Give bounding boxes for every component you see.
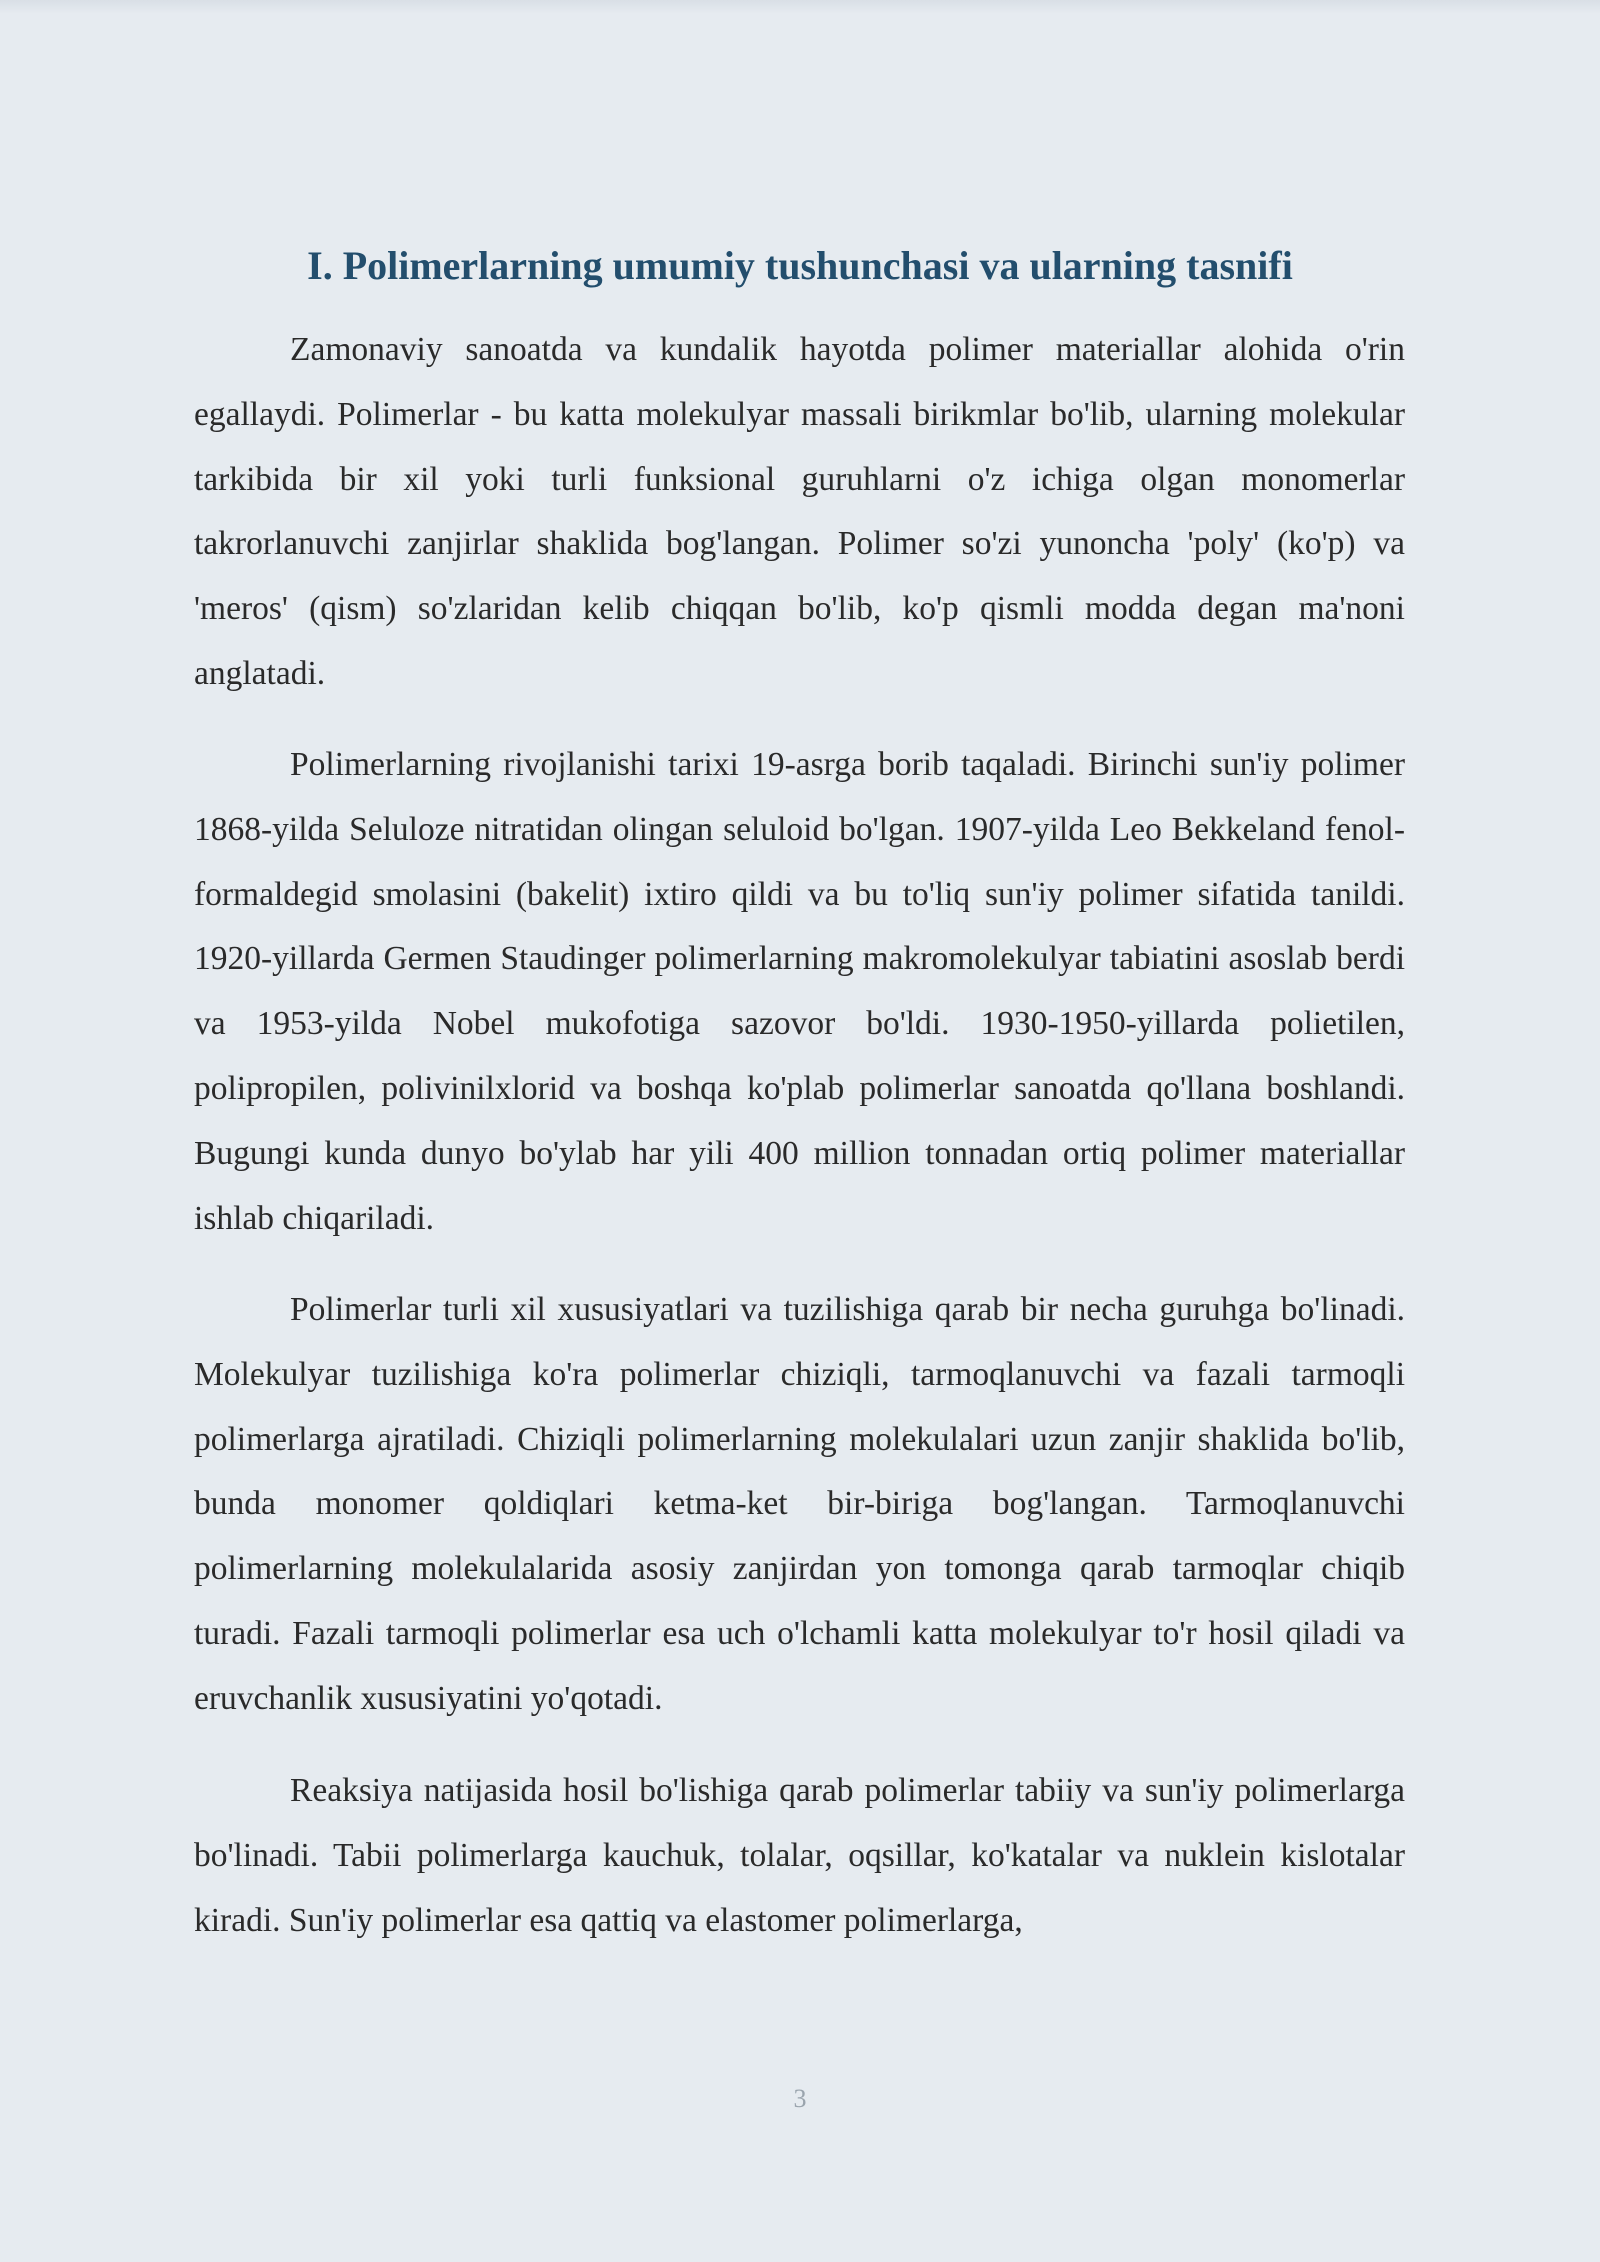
paragraph-text: Zamonaviy sanoatda va kundalik hayotda polimer materiallar alohida o'rin egallaydi. Polimerlar - bu katta molekulyar massali birikmlar bo'lib, ularning molekular tarkibida bir xil yoki turli funksional guruhlarni o'z ichiga olgan monomerlar takrorlanuvchi zanjirlar shaklida bog'langan. Polimer so'zi yunoncha 'poly' (ko'p) va 'meros' (qism) so'zlaridan kelib chiqqan bo'lib, ko'p qismli modda degan ma'noni anglatadi. — [194, 331, 1405, 692]
page-number: 3 — [793, 2084, 807, 2113]
section-title: I. Polimerlarning umumiy tushunchasi va ularning tasnifi — [307, 243, 1293, 288]
paragraph-history — [194, 733, 1405, 1251]
paragraph-text: Polimerlarning rivojlanishi tarixi 19-asrga borib taqaladi. Birinchi sun'iy polimer 1868-yilda Seluloze nitratidan olingan seluloid bo'lgan. 1907-yilda Leo Bekkeland fenol-formaldegid smolasini (bakelit) ixtiro qildi va bu to'liq sun'iy polimer sifatida tanildi. 1920-yillarda Germen Staudinger polimerlarning makromolekulyar tabiatini asoslab berdi va 1953-yilda Nobel mukofotiga sazovor bo'ldi. 1930-1950-yillarda polietilen, polipropilen, polivinilxlorid va boshqa ko'plab polimerlar sanoatda qo'llana boshlandi. Bugungi kunda dunyo bo'ylab har yili 400 million tonnadan ortiq polimer materiallar ishlab chiqariladi. — [194, 746, 1405, 1237]
paragraph-origin-classification — [194, 1759, 1405, 1953]
paragraph-text: Polimerlar turli xil xususiyatlari va tuzilishiga qarab bir necha guruhga bo'linadi. Molekulyar tuzilishiga ko'ra polimerlar chiziqli, tarmoqlanuvchi va fazali tarmoqli polimerlarga ajratiladi. Chiziqli polimerlarning molekulalari uzun zanjir shaklida bo'lib, bunda monomer qoldiqlari ketma-ket bir-biriga bog'langan. Tarmoqlanuvchi polimerlarning molekulalarida asosiy zanjirdan yon tomonga qarab tarmoqlar chiqib turadi. Fazali tarmoqli polimerlar esa uch o'lchamli katta molekulyar to'r hosil qiladi va eruvchanlik xususiyatini yo'qotadi. — [194, 1291, 1405, 1717]
paragraph-structure-classification — [194, 1278, 1405, 1732]
paragraph-text: Reaksiya natijasida hosil bo'lishiga qarab polimerlar tabiiy va sun'iy polimerlarga bo'linadi. Tabii polimerlarga kauchuk, tolalar, oqsillar, ko'katalar va nuklein kislotalar kiradi. Sun'iy polimerlar esa qattiq va elastomer polimerlarga, — [194, 1772, 1405, 1939]
paragraph-intro — [194, 318, 1405, 707]
